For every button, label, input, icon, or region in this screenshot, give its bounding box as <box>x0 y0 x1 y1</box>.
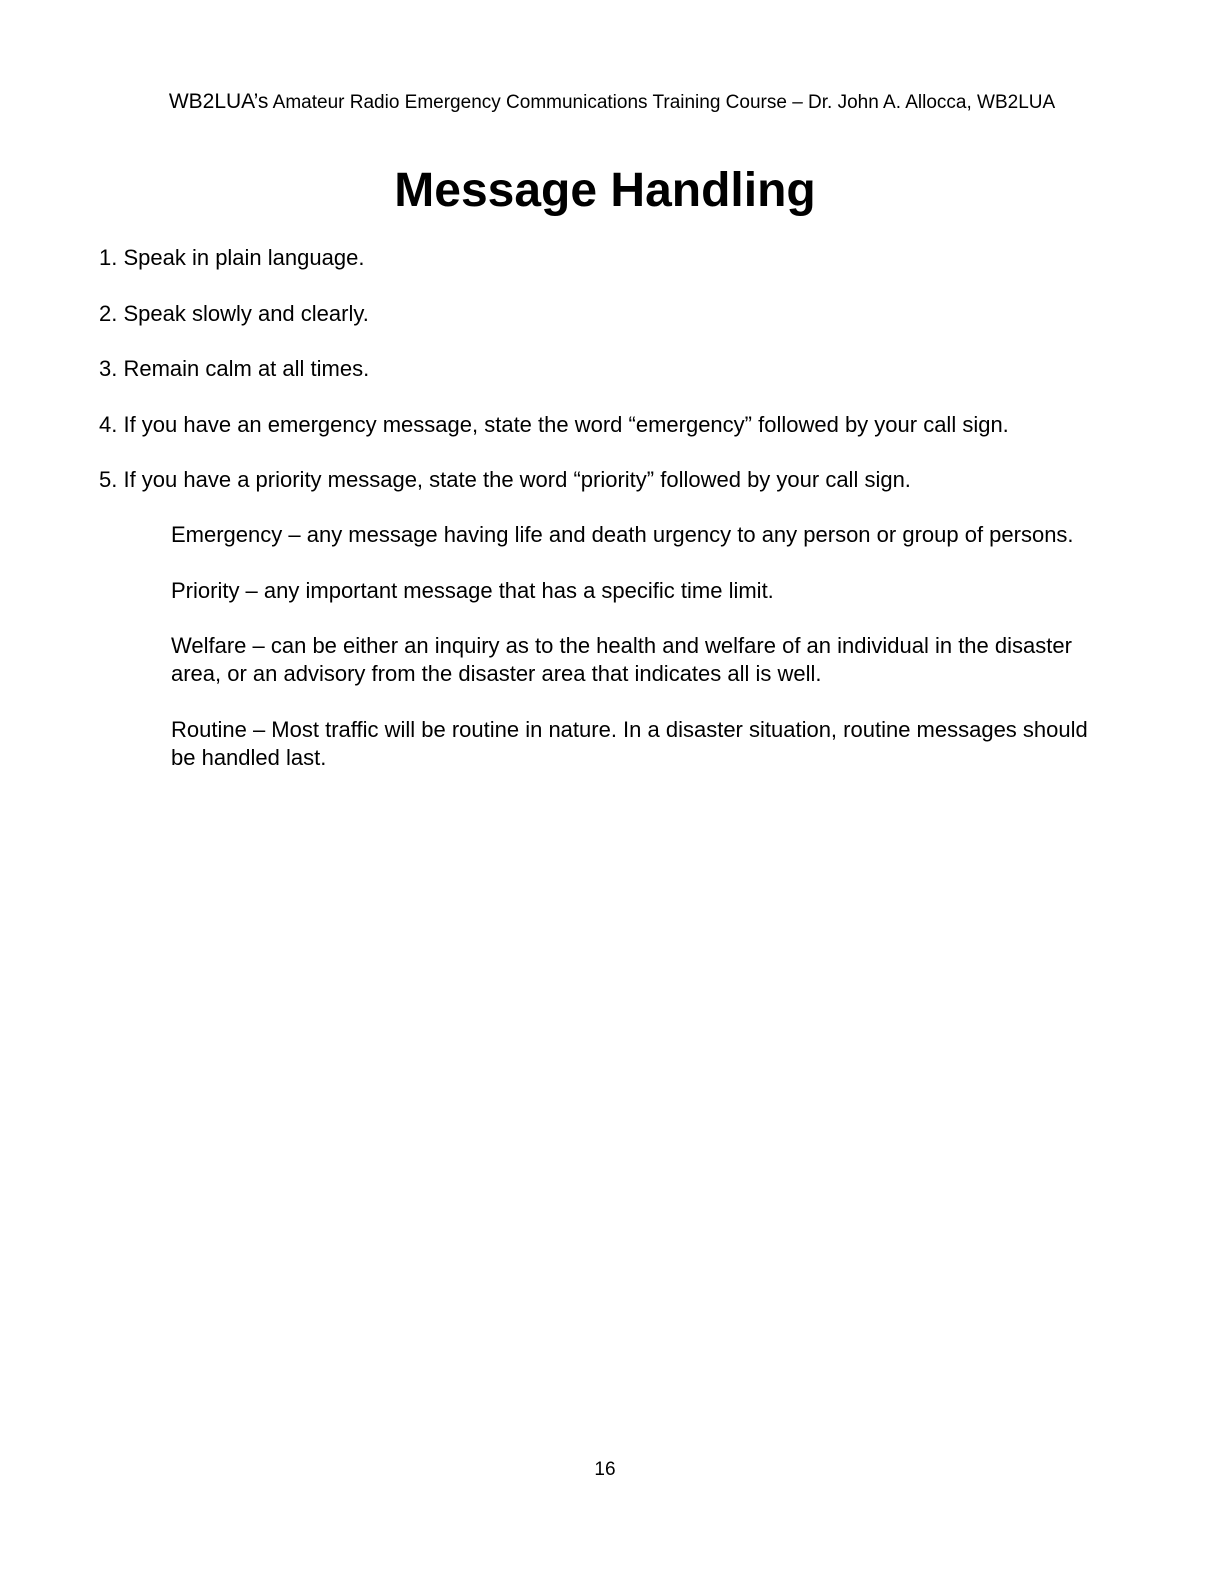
header-callsign: WB2LUA’s <box>168 90 269 113</box>
definition-emergency: Emergency – any message having life and death urgency to any person or group of persons. <box>171 522 1074 547</box>
rule-item: 3. Remain calm at all times. <box>99 356 370 381</box>
header-course-title: Amateur Radio Emergency Communications Training Course – Dr. John A. Allocca, WB2LUA <box>268 92 1056 113</box>
definition-welfare: Welfare – can be either an inquiry as to the health and welfare of an individual in the disaster area, or an advisory from the disaster area that indicates all is well. <box>171 633 1072 686</box>
definition-routine: Routine – Most traffic will be routine in nature. In a disaster situation, routine messages should be handled last. <box>171 716 1088 770</box>
running-header <box>0 88 1224 117</box>
page-title: Message Handling <box>394 164 816 217</box>
rule-item: 4. If you have an emergency message, state the word “emergency” followed by your call sign. <box>99 411 1009 437</box>
precedence-definitions <box>171 521 1096 799</box>
definition-priority: Priority – any important message that has a specific time limit. <box>171 577 774 603</box>
rule-item: 2. Speak slowly and clearly. <box>99 300 369 326</box>
rules-list <box>99 244 1119 522</box>
rule-item: 1. Speak in plain language. <box>99 245 365 270</box>
rule-item: 5. If you have a priority message, state the word “priority” followed by your call sign. <box>99 467 911 492</box>
page-number: 16 <box>594 1459 616 1480</box>
